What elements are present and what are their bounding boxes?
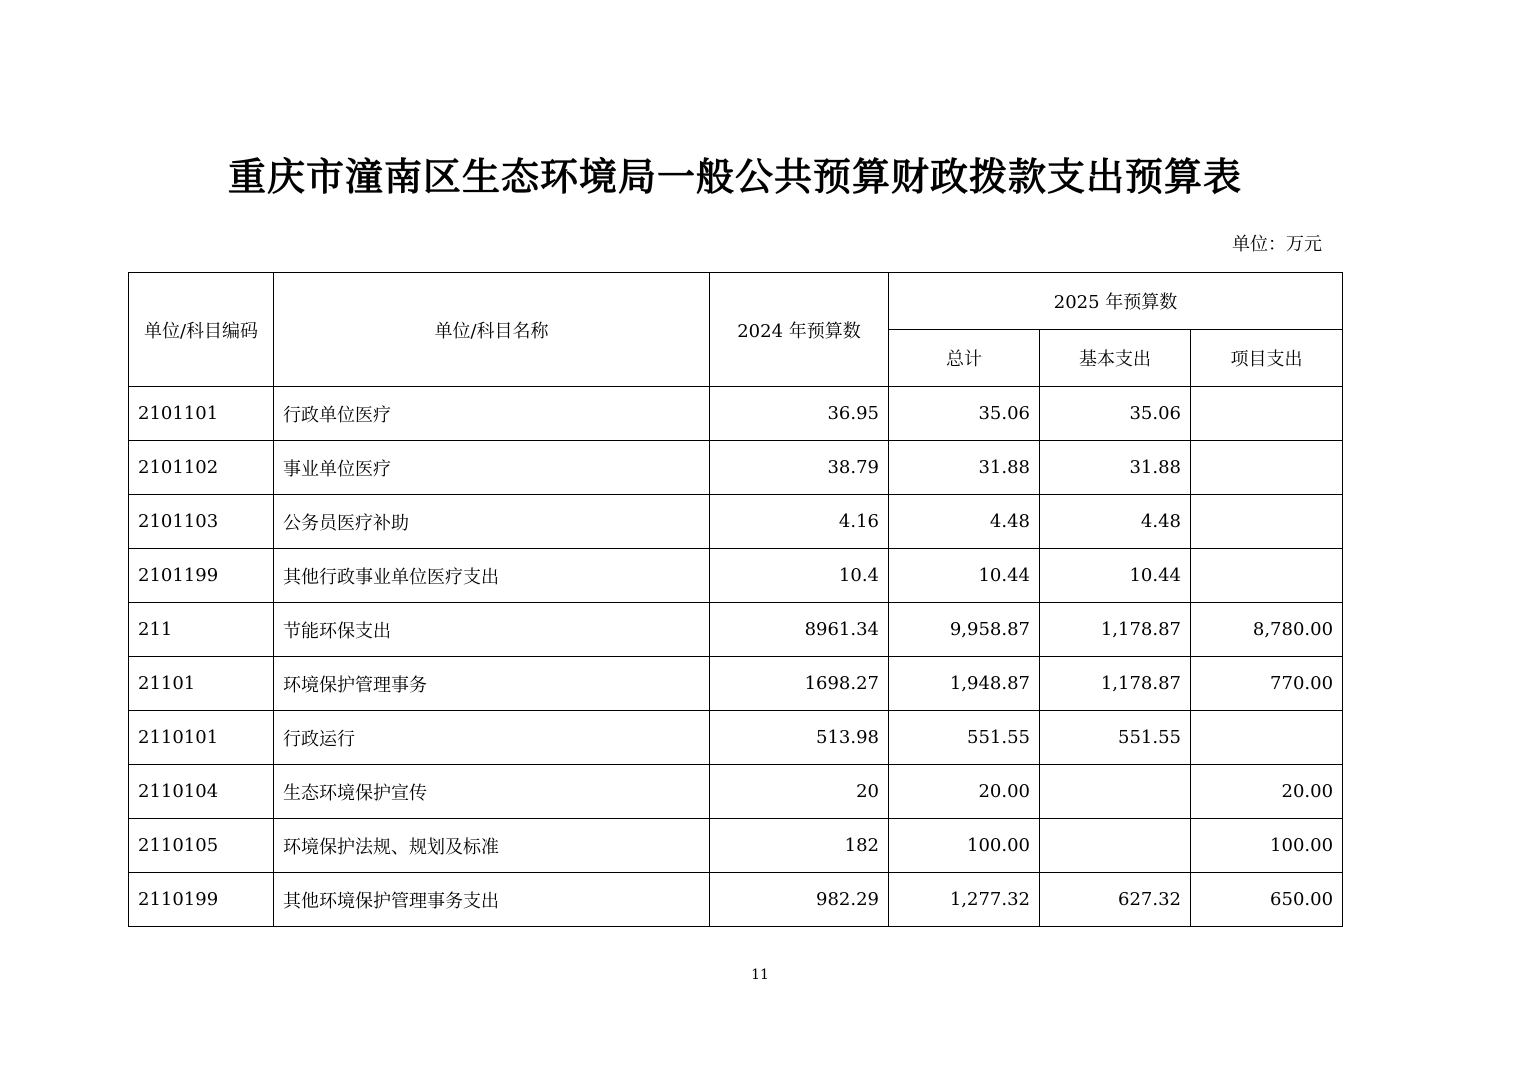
header-budget-2024: 2024 年预算数: [710, 273, 889, 387]
cell-basic: 1,178.87: [1040, 603, 1191, 657]
cell-basic: [1040, 765, 1191, 819]
cell-name: 行政运行: [274, 711, 710, 765]
cell-name: 公务员医疗补助: [274, 495, 710, 549]
header-code: 单位/科目编码: [129, 273, 274, 387]
cell-name: 其他行政事业单位医疗支出: [274, 549, 710, 603]
cell-name: 节能环保支出: [274, 603, 710, 657]
cell-name: 其他环境保护管理事务支出: [274, 873, 710, 927]
cell-name: 环境保护管理事务: [274, 657, 710, 711]
cell-code: 21101: [129, 657, 274, 711]
cell-name: 环境保护法规、规划及标准: [274, 819, 710, 873]
cell-project: 650.00: [1191, 873, 1343, 927]
cell-budget-2024: 8961.34: [710, 603, 889, 657]
unit-label: 单位：万元: [1232, 234, 1322, 255]
cell-budget-2024: 982.29: [710, 873, 889, 927]
cell-code: 2101103: [129, 495, 274, 549]
cell-total: 551.55: [889, 711, 1040, 765]
header-name: 单位/科目名称: [274, 273, 710, 387]
table-row: [129, 711, 1343, 765]
cell-code: 2110199: [129, 873, 274, 927]
cell-code: 211: [129, 603, 274, 657]
cell-budget-2024: 38.79: [710, 441, 889, 495]
cell-budget-2024: 1698.27: [710, 657, 889, 711]
table-row: [129, 441, 1343, 495]
cell-name: 行政单位医疗: [274, 387, 710, 441]
cell-code: 2110104: [129, 765, 274, 819]
cell-code: 2101101: [129, 387, 274, 441]
cell-budget-2024: 4.16: [710, 495, 889, 549]
page-title: 重庆市潼南区生态环境局一般公共预算财政拨款支出预算表: [227, 155, 1242, 199]
cell-basic: 551.55: [1040, 711, 1191, 765]
cell-basic: 627.32: [1040, 873, 1191, 927]
cell-budget-2024: 513.98: [710, 711, 889, 765]
table-row: [129, 603, 1343, 657]
cell-total: 4.48: [889, 495, 1040, 549]
cell-budget-2024: 182: [710, 819, 889, 873]
cell-total: 10.44: [889, 549, 1040, 603]
header-budget-2025: 2025 年预算数: [889, 273, 1343, 330]
cell-project: [1191, 441, 1343, 495]
cell-total: 9,958.87: [889, 603, 1040, 657]
cell-basic: 1,178.87: [1040, 657, 1191, 711]
cell-budget-2024: 10.4: [710, 549, 889, 603]
cell-name: 生态环境保护宣传: [274, 765, 710, 819]
cell-code: 2110105: [129, 819, 274, 873]
cell-project: [1191, 495, 1343, 549]
cell-name: 事业单位医疗: [274, 441, 710, 495]
cell-code: 2101102: [129, 441, 274, 495]
header-project: 项目支出: [1191, 330, 1343, 387]
cell-project: [1191, 711, 1343, 765]
header-basic: 基本支出: [1040, 330, 1191, 387]
cell-total: 1,948.87: [889, 657, 1040, 711]
cell-budget-2024: 36.95: [710, 387, 889, 441]
cell-project: [1191, 549, 1343, 603]
cell-code: 2110101: [129, 711, 274, 765]
table-row: [129, 873, 1343, 927]
cell-total: 20.00: [889, 765, 1040, 819]
cell-total: 31.88: [889, 441, 1040, 495]
cell-project: 8,780.00: [1191, 603, 1343, 657]
cell-budget-2024: 20: [710, 765, 889, 819]
table-row: [129, 495, 1343, 549]
cell-basic: 35.06: [1040, 387, 1191, 441]
cell-basic: 10.44: [1040, 549, 1191, 603]
cell-project: [1191, 387, 1343, 441]
budget-table: [128, 272, 1343, 927]
table-row: [129, 549, 1343, 603]
header-total: 总计: [889, 330, 1040, 387]
cell-total: 100.00: [889, 819, 1040, 873]
table-row: [129, 765, 1343, 819]
cell-total: 35.06: [889, 387, 1040, 441]
cell-total: 1,277.32: [889, 873, 1040, 927]
cell-basic: 31.88: [1040, 441, 1191, 495]
cell-project: 770.00: [1191, 657, 1343, 711]
cell-code: 2101199: [129, 549, 274, 603]
table-row: [129, 387, 1343, 441]
cell-project: 20.00: [1191, 765, 1343, 819]
cell-basic: 4.48: [1040, 495, 1191, 549]
cell-project: 100.00: [1191, 819, 1343, 873]
table-row: [129, 819, 1343, 873]
cell-basic: [1040, 819, 1191, 873]
table-row: [129, 657, 1343, 711]
page-number: 11: [751, 967, 769, 983]
